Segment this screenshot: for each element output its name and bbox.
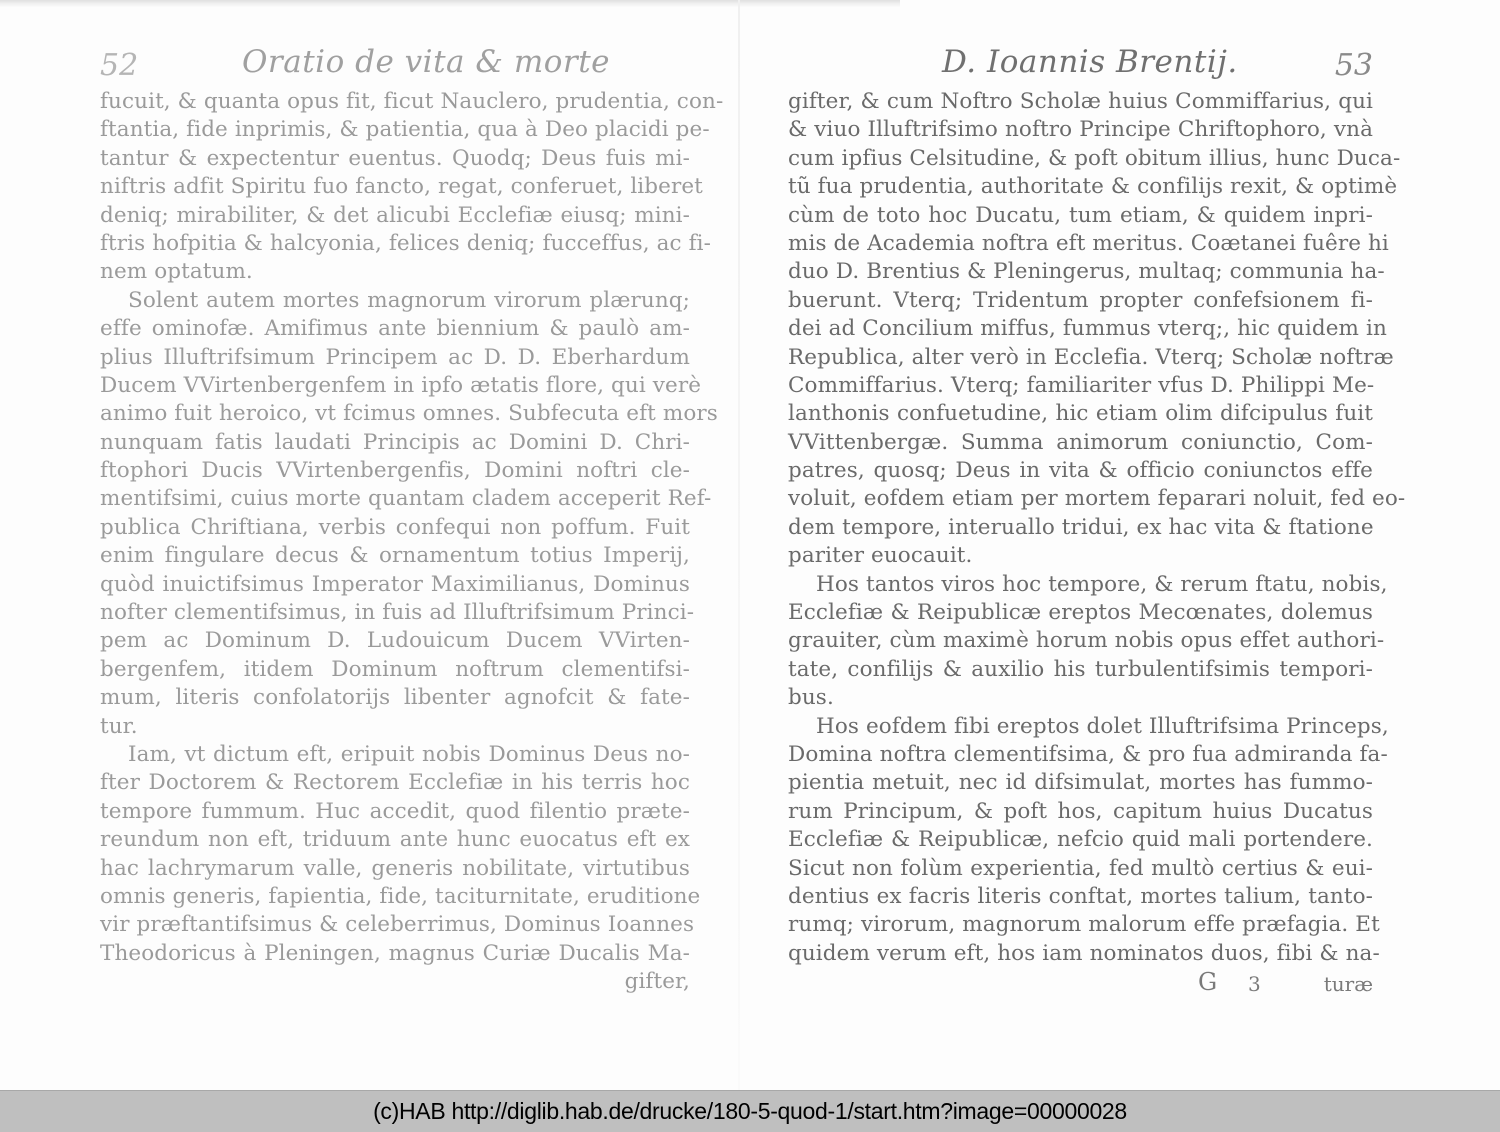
text-line: duo D. Brentius & Pleningerus, multaq; communia ha- (788, 259, 1385, 285)
paragraph-start: Solent autem mortes magnorum virorum plærunq; (128, 287, 690, 313)
text-line: Ecclefiæ & Reipublicæ ereptos Mecœnates, dolemus (788, 600, 1373, 626)
text-line: enim fingulare decus & ornamentum totius Imperij, (100, 543, 690, 569)
text-line: tur. (100, 713, 138, 739)
left-running-head (100, 40, 690, 88)
right-page (788, 40, 1406, 998)
text-line: mentifsimi, cuius morte quantam cladem acceperit Ref- (100, 486, 712, 512)
text-line: patres, quosq; Deus in vita & officio coniunctos effe (788, 458, 1373, 484)
text-line: plius Illuftrifsimum Principem ac D. D. Eberhardum (100, 344, 690, 370)
text-line: grauiter, cùm maximè horum nobis opus effet authori- (788, 628, 1385, 654)
page-number: 52 (100, 48, 139, 83)
copyright-footer (0, 1090, 1500, 1132)
text-line: tũ fua prudentia, authoritate & confilijs rexit, & optimè (788, 174, 1398, 200)
text-line: mis de Academia noftra eft meritus. Coætanei fuêre hi (788, 230, 1389, 256)
text-line: publica Chriftiana, verbis confequi non poffum. Fuit (100, 514, 690, 540)
text-line: dem tempore, interuallo tridui, ex hac vita & ftatione (788, 514, 1374, 540)
text-line: rumq; virorum, magnorum malorum effe præfagia. Et (788, 912, 1380, 938)
running-head-title: D. Ioannis Brentij. (942, 44, 1238, 80)
text-line: effe ominofæ. Amifimus ante biennium & paulò am- (100, 316, 690, 342)
text-line: dentius ex facris literis conftat, mortes talium, tanto- (788, 883, 1373, 909)
text-line: quòd inuictifsimus Imperator Maximilianus, Dominus (100, 571, 690, 597)
text-line: gifter, & cum Noftro Scholæ huius Commiffarius, qui (788, 89, 1373, 114)
text-line: hac lachrymarum valle, generis nobilitate, virtutibus (100, 855, 690, 881)
text-line: animo fuit heroico, vt fcimus omnes. Subfecuta eft mors (100, 401, 718, 427)
text-line: Ecclefiæ & Reipublicæ, nefcio quid mali portendere. (788, 827, 1373, 853)
text-line: fucuit, & quanta opus fit, ficut Nauclero, prudentia, con- (100, 89, 724, 114)
text-line: rum Principum, & poft hos, capitum huius Ducatus (788, 798, 1373, 824)
text-line: Theodoricus à Pleningen, magnus Curiæ Ducalis Ma- (100, 940, 690, 966)
text-line: & viuo Illuftrifsimo noftro Principe Chriftophoro, vnà (788, 117, 1373, 143)
signature-number: 3 (1248, 972, 1261, 997)
text-line: lanthonis confuetudine, hic etiam olim difcipulus fuit (788, 401, 1373, 427)
text-line: nunquam fatis laudati Principis ac Domini D. Chri- (100, 429, 690, 455)
text-line: ftantia, fide inprimis, & patientia, qua à Deo placidi pe- (100, 117, 710, 143)
text-line: ftris hofpitia & halcyonia, felices deniq; fucceffus, ac fi- (100, 230, 712, 256)
right-running-head (788, 40, 1373, 88)
text-line: Republica, alter verò in Ecclefia. Vterq; Scholæ noftræ (788, 344, 1394, 370)
text-line: cum ipfius Celsitudine, & poft obitum illius, hunc Duca- (788, 145, 1401, 171)
text-line: tate, confilijs & auxilio his turbulentifsimis tempori- (788, 656, 1373, 682)
book-gutter (738, 0, 740, 1090)
text-line: quidem verum eft, hos iam nominatos duos, fibi & na- (788, 940, 1380, 966)
running-head-title: Oratio de vita & morte (242, 44, 610, 80)
right-page-body (788, 88, 1406, 998)
text-line: reundum non eft, triduum ante hunc euocatus eft ex (100, 827, 690, 853)
text-line: Ducem VVirtenbergenfem in ipfo ætatis flore, qui verè (100, 372, 702, 398)
text-line: omnis generis, fapientia, fide, taciturnitate, eruditione (100, 883, 701, 909)
text-line: fter Doctorem & Rectorem Ecclefiæ in his terris hoc (100, 770, 690, 796)
scan-edge-noise (0, 0, 900, 8)
text-line: tantur & expectentur euentus. Quodq; Deus fuis mi- (100, 145, 690, 171)
signature-mark: G (1198, 968, 1220, 997)
text-line: Sicut non folùm experientia, fed multò certius & eui- (788, 855, 1373, 881)
text-line: pientia metuit, nec id difsimulat, mortes has fummo- (788, 770, 1373, 796)
text-line: bergenfem, itidem Dominum noftrum clementifsi- (100, 656, 690, 682)
text-line: pem ac Dominum D. Ludouicum Ducem VVirten- (100, 628, 690, 654)
left-page (100, 40, 724, 997)
text-line: tempore fummum. Huc accedit, quod filentio præte- (100, 798, 690, 824)
text-line: Domina noftra clementifsima, & pro fua admiranda fa- (788, 741, 1388, 767)
text-line: vir præftantifsimus & celeberrimus, Dominus Ioannes (100, 912, 695, 938)
text-line: VVittenbergæ. Summa animorum coniunctio, Com- (788, 429, 1373, 455)
catchword: gifter, (624, 969, 690, 995)
paragraph-start: Iam, vt dictum eft, eripuit nobis Dominus Deus no- (128, 741, 690, 767)
signature-line (788, 968, 1373, 998)
text-line: mum, literis confolatorijs libenter agnofcit & fate- (100, 685, 690, 711)
page-number: 53 (1334, 48, 1373, 83)
text-line: pariter euocauit. (788, 543, 973, 569)
text-line: deniq; mirabiliter, & det alicubi Ecclefiæ eiusq; mini- (100, 202, 690, 228)
text-line: Commiffarius. Vterq; familiariter vfus D. Philippi Me- (788, 372, 1375, 398)
left-page-body (100, 88, 724, 997)
text-line: nofter clementifsimus, in fuis ad Illuftrifsimum Princi- (100, 600, 695, 626)
text-line: ftophori Ducis VVirtenbergenfis, Domini noftri cle- (100, 458, 690, 484)
copyright-url-text: (c)HAB http://diglib.hab.de/drucke/180-5-quod-1/start.htm?image=00000028 (373, 1098, 1127, 1124)
text-line: nem optatum. (100, 259, 253, 285)
text-line: bus. (788, 685, 834, 711)
paragraph-start: Hos tantos viros hoc tempore, & rerum ftatu, nobis, (816, 571, 1388, 597)
paragraph-start: Hos eofdem fibi ereptos dolet Illuftrifsima Princeps, (816, 713, 1389, 739)
text-line: niftris adfit Spiritu fuo fancto, regat, conferuet, liberet (100, 174, 703, 200)
text-line: cùm de toto hoc Ducatu, tum etiam, & quidem inpri- (788, 202, 1373, 228)
catchword: turæ (1323, 972, 1373, 997)
text-line: buerunt. Vterq; Tridentum propter confefsionem fi- (788, 287, 1373, 313)
text-line: dei ad Concilium miffus, fummus vterq;, hic quidem in (788, 316, 1387, 342)
text-line: voluit, eofdem etiam per mortem feparari noluit, fed eo- (788, 486, 1406, 512)
